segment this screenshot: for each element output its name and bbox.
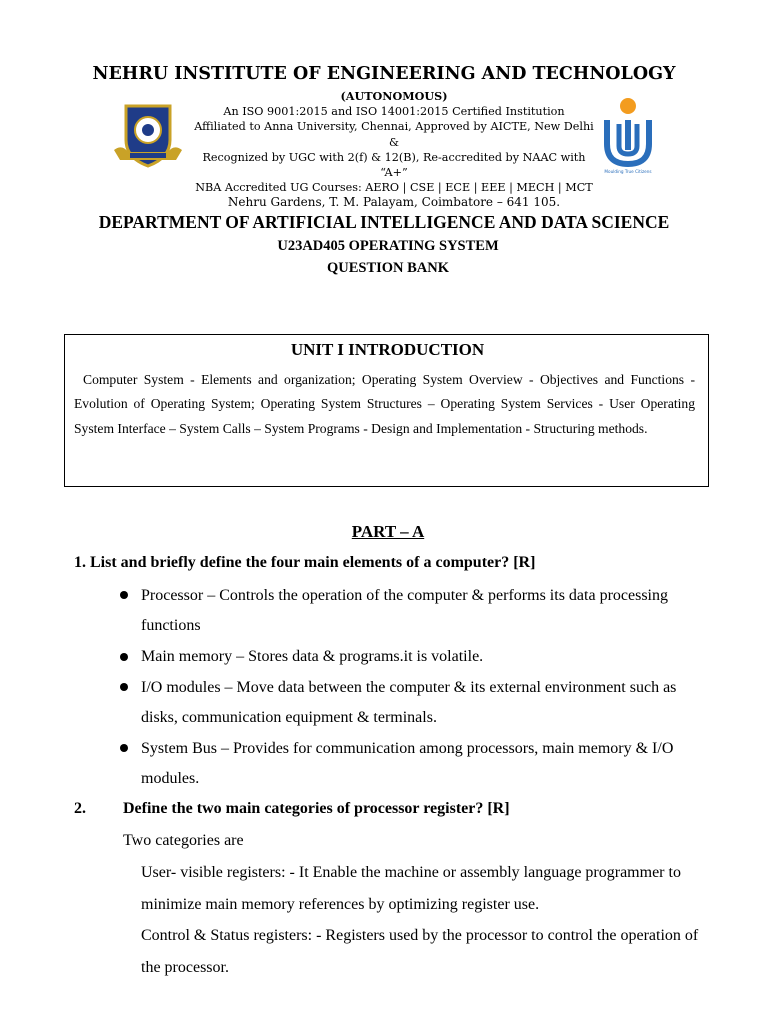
unit-syllabus-text: Computer System - Elements and organization; Operating System Overview - Objectives and Functions - Evolution of Operating System; Operating System Structures – Operating System Services - User Operating System Interface – System Calls – System Programs - Design and Implementation - Structuring methods. xyxy=(74,372,695,436)
nehru-group-logo xyxy=(601,96,655,176)
course-title: U23AD405 OPERATING SYSTEM xyxy=(277,238,499,254)
unit-syllabus-box xyxy=(64,334,709,487)
affiliation-line: Affiliated to Anna University, Chennai, Approved by AICTE, New Delhi & xyxy=(194,120,594,149)
autonomous-label: (AUTONOMOUS) xyxy=(340,89,448,103)
answer-item: Main memory – Stores data & programs.it is volatile. xyxy=(141,648,484,665)
bullet-icon xyxy=(120,744,128,752)
institute-name: NEHRU INSTITUTE OF ENGINEERING AND TECHNOLOGY xyxy=(92,64,676,84)
nba-line: NBA Accredited UG Courses: AERO | CSE | ECE | EEE | MECH | MCT xyxy=(195,181,593,195)
document-type: QUESTION BANK xyxy=(326,260,450,276)
department-title: DEPARTMENT OF ARTIFICIAL INTELLIGENCE AND DATA SCIENCE xyxy=(98,212,670,232)
answer-item: I/O modules – Move data between the computer & its external environment such as disks, communication equipment & terminals. xyxy=(141,679,677,726)
bullet-icon xyxy=(120,653,128,661)
address-line: Nehru Gardens, T. M. Palayam, Coimbatore – 641 105. xyxy=(227,195,561,210)
answer-intro: Two categories are xyxy=(123,832,244,849)
part-title: PART – A xyxy=(351,522,425,541)
college-emblem-logo xyxy=(112,100,184,170)
answer-item: Control & Status registers: - Registers used by the processor to control the operation of the processor. xyxy=(141,927,699,976)
bullet-icon xyxy=(120,683,128,691)
bullet-icon xyxy=(120,591,128,599)
recognition-line: Recognized by UGC with 2(f) & 12(B), Re-accredited by NAAC with “A+” xyxy=(202,150,586,180)
question-2-number: 2. xyxy=(74,800,86,817)
answer-item: System Bus – Provides for communication among processors, main memory & I/O modules. xyxy=(141,740,674,787)
question-1: 1. List and briefly define the four main elements of a computer? [R] xyxy=(74,554,536,571)
institute-details xyxy=(190,89,598,211)
logo-tagline: Moulding True Citizens xyxy=(604,169,652,174)
answer-item: Processor – Controls the operation of the computer & performs its data processing functions xyxy=(141,587,668,634)
iso-certification: An ISO 9001:2015 and ISO 14001:2015 Certified Institution xyxy=(223,105,565,119)
unit-title: UNIT I INTRODUCTION xyxy=(290,340,485,359)
question-2: Define the two main categories of processor register? [R] xyxy=(123,800,510,817)
answer-item: User- visible registers: - It Enable the machine or assembly language programmer to minimize main memory references by optimizing register use. xyxy=(141,864,681,913)
